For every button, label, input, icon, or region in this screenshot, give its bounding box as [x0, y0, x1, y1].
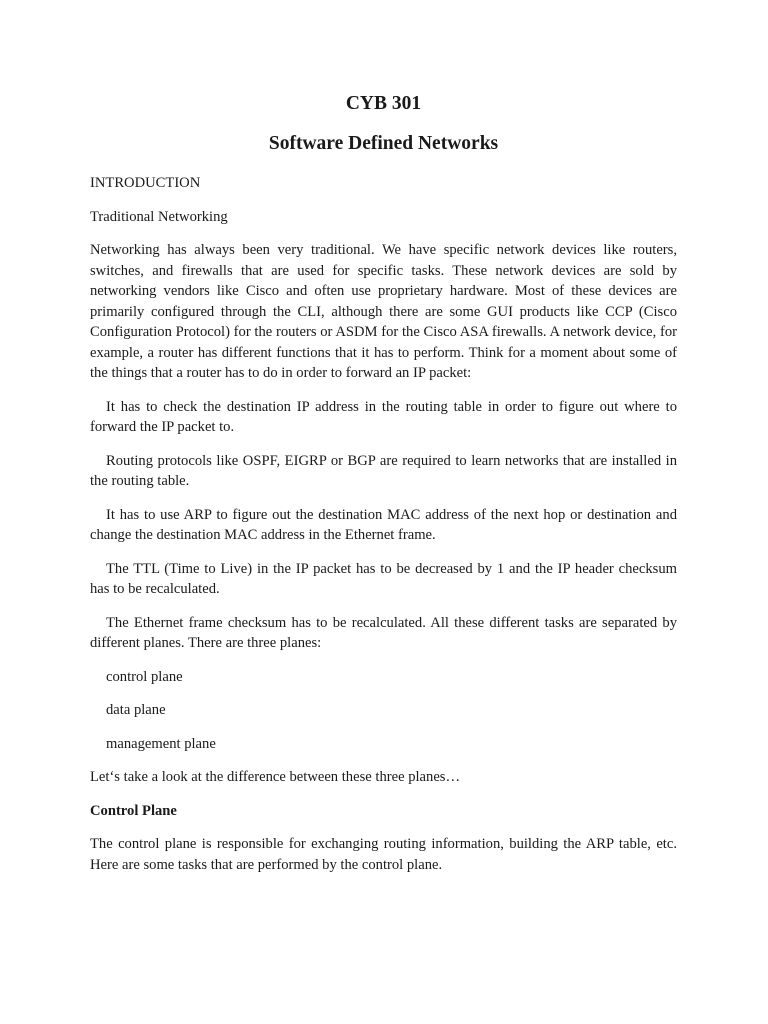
router-task-paragraph: The TTL (Time to Live) in the IP packet has to be decreased by 1 and the IP header checksum has to be recalculated. [90, 560, 677, 597]
course-code: CYB 301 [345, 93, 422, 114]
router-task-paragraph: The Ethernet frame checksum has to be recalculated. All these different tasks are separated by different planes. There are three planes: [90, 614, 677, 651]
subsection-heading-traditional-networking: Traditional Networking [90, 208, 228, 225]
section-heading-introduction: INTRODUCTION [90, 175, 201, 191]
document-title: Software Defined Networks [268, 133, 499, 154]
plane-list-item: management plane [106, 735, 216, 752]
intro-paragraph: Networking has always been very traditional. We have specific network devices like routers, switches, and firewalls that are used for specific tasks. These network devices are sold by networking vendors like Cisco and often use proprietary hardware. Most of these devices are primarily configured through the CLI, although there are some GUI products like CCP (Cisco Configuration Protocol) for the routers or ASDM for the Cisco ASA firewalls. A network device, for example, a router has different functions that it has to perform. Think for a moment about some of the things that a router has to do in order to forward an IP packet: [90, 242, 677, 381]
plane-list-item: data plane [106, 702, 166, 718]
document-page [90, 90, 677, 888]
router-task-paragraph: It has to check the destination IP address in the routing table in order to figure out where to forward the IP packet to. [90, 398, 677, 435]
planes-lead-sentence: Let‘s take a look at the difference between these three planes… [90, 769, 461, 785]
control-plane-paragraph: The control plane is responsible for exchanging routing information, building the ARP table, etc. Here are some tasks that are performed by the control plane. [90, 836, 677, 873]
router-task-paragraph: It has to use ARP to figure out the destination MAC address of the next hop or destination and change the destination MAC address in the Ethernet frame. [90, 506, 677, 543]
section-heading-control-plane: Control Plane [90, 802, 177, 819]
router-task-paragraph: Routing protocols like OSPF, EIGRP or BGP are required to learn networks that are installed in the routing table. [90, 452, 677, 489]
plane-list-item: control plane [106, 668, 183, 685]
